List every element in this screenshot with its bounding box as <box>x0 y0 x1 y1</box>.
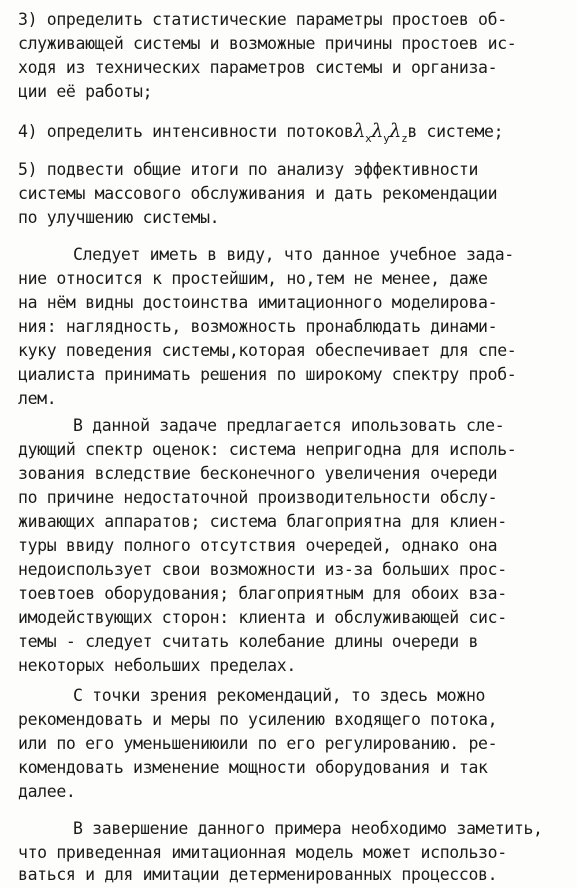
text-line: или по его уменьшениюили по его регулированию. ре- <box>18 734 498 753</box>
subscript-x: x <box>365 132 372 145</box>
text-line: ции её работы; <box>18 82 153 101</box>
text-line: темы - следует считать колебание длины очереди в <box>18 632 479 651</box>
text-line: Следует иметь в виду, что данное учебное зада- <box>73 245 514 264</box>
text-line: по улучшению системы. <box>18 208 220 227</box>
text-line: зования вследствие бесконечного увеличения очереди <box>18 464 498 483</box>
text-line: ния: наглядность, возможность пронаблюдать динами- <box>18 317 498 336</box>
text-line: ходя из технических параметров системы и организа- <box>18 58 498 77</box>
text-line: далее. <box>18 782 76 801</box>
text-line: В завершение данного примера необходимо заметить, <box>73 819 543 838</box>
subscript-y: y <box>383 132 390 145</box>
text-line: комендовать изменение мощности оборудования и так <box>18 758 488 777</box>
text-line: куку поведения системы,которая обеспечивает для спе- <box>18 341 517 360</box>
text-line: что приведенная имитационная модель может использо- <box>18 843 507 862</box>
text-line: ние относится к простейшим, но,тем не менее, даже <box>18 269 488 288</box>
text-line: на нём видны достоинства имитационного моделирова- <box>18 293 498 312</box>
item-4-text-end: в системе; <box>407 122 504 141</box>
lambda-symbol: λ <box>353 120 366 142</box>
text-line: циалиста принимать решения по широкому спектру проб- <box>18 365 517 384</box>
text-line: 5) подвести общие итоги по анализу эффективности <box>18 160 479 179</box>
text-line: тоевтоев оборудования; благоприятным для обоих вза- <box>18 584 507 603</box>
text-line: дующий спектр оценок: система непригодна для исполь- <box>18 440 517 459</box>
text-line: рекомендовать и меры по усилению входящего потока, <box>18 710 498 729</box>
text-line: 3) определить статистические параметры простоев об- <box>18 10 507 29</box>
text-line: некоторых небольших пределах. <box>18 656 296 675</box>
text-line: по причине недостаточной производительности обслу- <box>18 488 498 507</box>
text-line: недоиспользует свои возможности из-за больших прос- <box>18 560 507 579</box>
text-line: живающих аппаратов; система благоприятна для клиен- <box>18 512 507 531</box>
lambda-symbol: λ <box>389 120 402 142</box>
subscript-z: z <box>401 132 408 145</box>
text-line: ваться и для имитации детерменированных процессов. <box>18 865 498 884</box>
text-line: имодействующих сторон: клиента и обслуживающей сис- <box>18 608 507 627</box>
text-line: С точки зрения рекомендаций, то здесь можно <box>73 686 486 705</box>
text-line: системы массового обслуживания и дать рекомендации <box>18 184 498 203</box>
text-line: туры ввиду полного отсутствия очередей, однако она <box>18 536 498 555</box>
text-line: лем. <box>18 389 57 408</box>
text-line: В данной задаче предлагается ипользовать сле- <box>73 416 505 435</box>
text-line: служивающей системы и возможные причины простоев ис- <box>18 34 517 53</box>
lambda-symbol: λ <box>371 120 384 142</box>
item-4-text: 4) определить интенсивности потоков <box>18 122 354 141</box>
text-line <box>18 120 503 150</box>
